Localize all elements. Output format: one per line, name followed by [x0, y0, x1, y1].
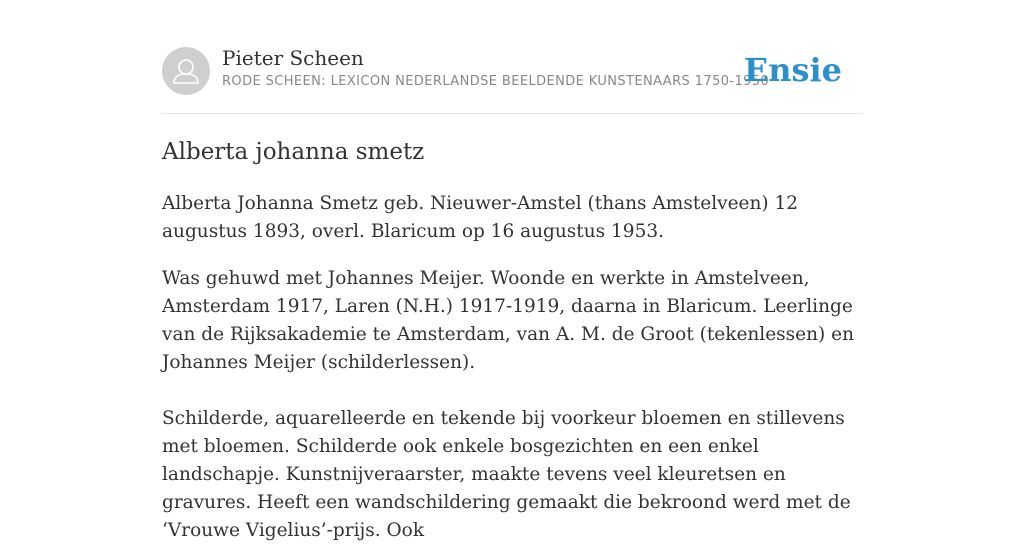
user-icon: [162, 47, 210, 95]
author-name[interactable]: Pieter Scheen: [222, 46, 364, 70]
ensie-logo[interactable]: Ensie: [743, 51, 842, 89]
source-label[interactable]: RODE SCHEEN: LEXICON NEDERLANDSE BEELDENDE KUNSTENAARS 1750-1950: [222, 74, 770, 89]
article-header: [162, 46, 862, 96]
header-divider: [162, 113, 862, 114]
avatar[interactable]: [162, 47, 210, 95]
article-body: [162, 190, 862, 545]
page: [162, 0, 862, 541]
article-title: Alberta johanna smetz: [162, 139, 425, 165]
article-paragraph: Was gehuwd met Johannes Meijer. Woonde en werkte in Amstelveen, Amsterdam 1917, Laren (N.H.) 1917-1919, daarna in Blaricum. Leerlinge van de Rijksakademie te Amsterdam, van A. M. de Groot (tekenlessen) en Johannes Meijer (schilderlessen). Schilderde, aquarelleerde en tekende bij voorkeur bloemen en stillevens met bloemen. Schilderde ook enkele bosgezichten en een enkel landschapje. Kunstnijveraarster, maakte tevens veel kleuretsen en gravures. Heeft een wandschildering gemaakt die bekroond werd met de ‘Vrouwe Vigelius’-prijs. Ook: [162, 268, 854, 541]
article-paragraph: Alberta Johanna Smetz geb. Nieuwer-Amstel (thans Amstelveen) 12 augustus 1893, overl. Blaricum op 16 augustus 1953.: [162, 193, 799, 242]
